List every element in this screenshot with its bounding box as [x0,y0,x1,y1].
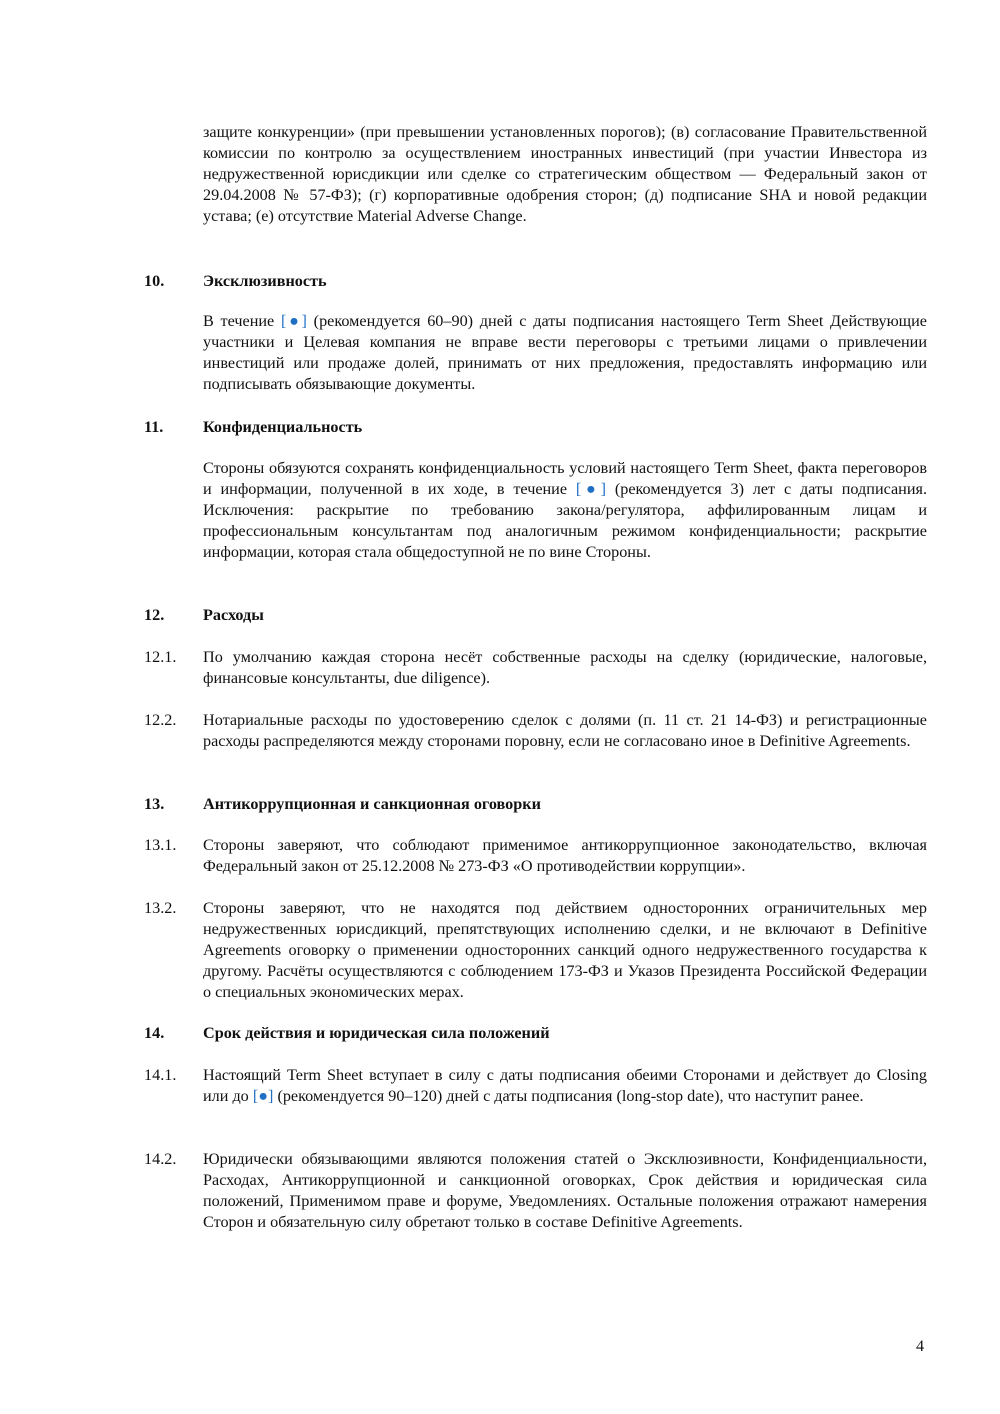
clause-12-2-text: Нотариальные расходы по удостоверению сделок с долями (п. 11 ст. 21 14-ФЗ) и регистрационные расходы распределяются между сторонами поровну, если не согласовано иное в Definitive Agreements. [203,711,927,750]
section-10-title: Эксклюзивность [203,272,327,290]
clause-14-1-text [203,1065,927,1107]
section-13-number: 13. [144,795,165,813]
clause-13-2-text: Стороны заверяют, что не находятся под действием односторонних ограничительных мер недружественных юрисдикций, препятствующих исполнению сделки, и не включают в Definitive Agreements оговорку о применении односторонних санкций одного недружественного государства к другому. Расчёты осуществляются с соблюдением 173-ФЗ и Указов Президента Российской Федерации о специальных экономических мерах. [203,899,927,1001]
section-13-title: Антикоррупционная и санкционная оговорки [203,795,541,813]
page-number: 4 [916,1337,925,1355]
clause-12-1-text: По умолчанию каждая сторона несёт собственные расходы на сделку (юридические, налоговые, финансовые консультанты, due diligence). [203,648,927,687]
clause-13-2-number: 13.2. [144,899,177,917]
section-12-number: 12. [144,606,165,624]
section-11-paragraph [203,458,927,563]
clause-13-1-text: Стороны заверяют, что соблюдают применимое антикоррупционное законодательство, включая Федеральный закон от 25.12.2008 № 273-ФЗ «О противодействии коррупции». [203,836,927,875]
placeholder-marker: [●] [252,1087,274,1105]
section-11-title: Конфиденциальность [203,418,363,436]
section-12-title: Расходы [203,606,264,624]
clause-12-2-number: 12.2. [144,711,177,729]
section-10-number: 10. [144,272,165,290]
placeholder-marker: [●] [280,312,307,330]
section-10-text-start: В течение [203,312,281,330]
section-11-number: 11. [144,418,164,436]
clause-14-1-text-start: Настоящий Term Sheet вступает в силу с даты подписания обеими Сторонами и действует до Closing или до [203,1066,927,1105]
clause-12-1-number: 12.1. [144,648,177,666]
clause-14-1-number: 14.1. [144,1066,177,1084]
section-14-number: 14. [144,1024,165,1042]
clause-14-2-number: 14.2. [144,1150,177,1168]
clause-13-1-number: 13.1. [144,836,177,854]
section-10-text-end: (рекомендуется 60–90) дней с даты подписания настоящего Term Sheet Действующие участники и Целевая компания не вправе вести переговоры с третьими лицами о привлечении инвестиций или продаже долей, принимать от них предложения, предоставлять информацию или подписывать обязывающие документы. [203,312,927,393]
section-14-title: Срок действия и юридическая сила положений [203,1024,550,1042]
placeholder-marker: [●] [575,480,607,498]
intro-paragraph: защите конкуренции» (при превышении установленных порогов); (в) согласование Правительственной комиссии по контролю за осуществлением иностранных инвестиций (при участии Инвестора из недружественной юрисдикции или сделке со стратегическим обществом — Федеральный закон от 29.04.2008 № 57-ФЗ); (г) корпоративные одобрения сторон; (д) подписание SHA и новой редакции устава; (е) отсутствие Material Adverse Change. [203,123,927,225]
section-11-text-start: Стороны обязуются сохранять конфиденциальность условий настоящего Term Sheet, факта переговоров и информации, полученной в их ходе, в течение [203,459,927,498]
clause-14-2-text: Юридически обязывающими являются положения статей о Эксклюзивности, Конфиденциальности, Расходах, Антикоррупционной и санкционной оговорках, Срок действия и юридическая сила положений, Применимом праве и форуме, Уведомлениях. Остальные положения отражают намерения Сторон и обязательную силу обретают только в составе Definitive Agreements. [203,1150,927,1231]
section-10-paragraph [203,311,927,395]
clause-14-1-text-end: (рекомендуется 90–120) дней с даты подписания (long-stop date), что наступит ранее. [273,1087,864,1105]
section-11-text-end: (рекомендуется 3) лет с даты подписания. Исключения: раскрытие по требованию закона/регулятора, аффилированным лицам и профессиональным консультантам под аналогичным режимом конфиденциальности; раскрытие информации, которая стала общедоступной не по вине Стороны. [203,480,927,561]
